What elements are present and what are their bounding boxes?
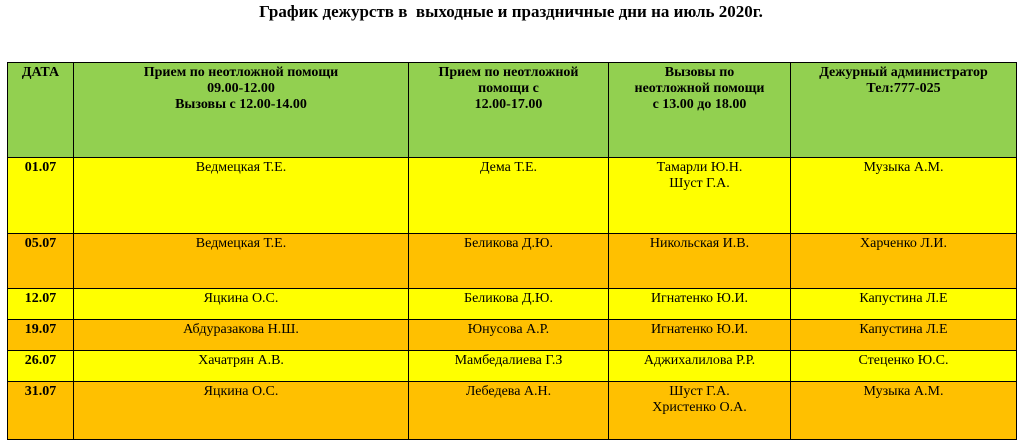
urgent-calls-cell — [609, 158, 791, 234]
staff-name: Игнатенко Ю.И. — [650, 322, 749, 337]
table-row — [8, 158, 1017, 234]
urgent-reception-day-cell — [409, 382, 609, 440]
urgent-reception-morning-cell — [74, 382, 409, 440]
table-row — [8, 289, 1017, 320]
urgent-calls-cell — [609, 382, 791, 440]
header-urgent-reception-day — [409, 63, 609, 158]
urgent-reception-morning-cell — [74, 289, 409, 320]
staff-name: Яцкина О.С. — [203, 384, 279, 399]
duty-admin-cell — [791, 320, 1017, 351]
staff-name: Тамарли Ю.Н. — [656, 160, 743, 175]
urgent-reception-day-cell — [409, 289, 609, 320]
staff-name: Харченко Л.И. — [860, 236, 947, 251]
header-line: неотложной помощи — [634, 81, 765, 96]
urgent-calls-cell — [609, 351, 791, 382]
header-line: 12.00-17.00 — [474, 97, 543, 112]
date-cell: 26.07 — [8, 351, 74, 382]
header-line: 09.00-12.00 — [207, 81, 275, 96]
date-cell: 12.07 — [8, 289, 74, 320]
urgent-reception-day-cell — [409, 234, 609, 289]
staff-name: Мамбедалиева Г.З — [454, 353, 563, 368]
staff-name: Капустина Л.Е — [859, 291, 948, 306]
duty-admin-cell — [791, 158, 1017, 234]
table-row — [8, 351, 1017, 382]
urgent-reception-morning-cell — [74, 234, 409, 289]
staff-name: Лебедева А.Н. — [465, 384, 552, 399]
header-line: Прием по неотложной — [438, 65, 579, 80]
staff-name: Музыка А.М. — [863, 384, 944, 399]
urgent-reception-morning-cell — [74, 158, 409, 234]
header-line: ДАТА — [21, 65, 60, 80]
staff-name: Дема Т.Е. — [479, 160, 538, 175]
staff-name: Хачатрян А.В. — [198, 353, 284, 368]
staff-name: Шуст Г.А. — [669, 384, 730, 399]
staff-name: Музыка А.М. — [863, 160, 944, 175]
table-row — [8, 382, 1017, 440]
table-body — [8, 158, 1017, 440]
table-header-row — [8, 63, 1017, 158]
staff-name: Яцкина О.С. — [203, 291, 279, 306]
staff-name: Беликова Д.Ю. — [464, 291, 553, 306]
header-line: Вызовы с 12.00-14.00 — [175, 97, 307, 112]
duty-admin-cell — [791, 382, 1017, 440]
urgent-calls-cell — [609, 320, 791, 351]
page-title: График дежурств в выходные и праздничные дни на июль 2020г. — [259, 2, 763, 21]
header-urgent-reception-morning — [74, 63, 409, 158]
staff-name: Христенко О.А. — [652, 400, 747, 415]
staff-name: Беликова Д.Ю. — [464, 236, 553, 251]
urgent-calls-cell — [609, 234, 791, 289]
staff-name: Игнатенко Ю.И. — [650, 291, 749, 306]
header-line: с 13.00 до 18.00 — [652, 97, 747, 112]
header-line: Прием по неотложной помощи — [143, 65, 339, 80]
staff-name: Ведмецкая Т.Е. — [195, 160, 287, 175]
urgent-reception-day-cell — [409, 320, 609, 351]
table-row — [8, 320, 1017, 351]
duty-schedule-table — [7, 62, 1017, 440]
header-line: Тел:777-025 — [866, 81, 941, 96]
urgent-reception-morning-cell — [74, 320, 409, 351]
staff-name: Юнусова А.Р. — [467, 322, 550, 337]
table-row — [8, 234, 1017, 289]
date-cell: 05.07 — [8, 234, 74, 289]
staff-name: Шуст Г.А. — [669, 176, 730, 191]
duty-admin-cell — [791, 351, 1017, 382]
header-line: Вызовы по — [664, 65, 735, 80]
urgent-reception-day-cell — [409, 351, 609, 382]
date-cell: 01.07 — [8, 158, 74, 234]
urgent-reception-morning-cell — [74, 351, 409, 382]
staff-name: Никольская И.В. — [649, 236, 750, 251]
staff-name: Абдуразакова Н.Ш. — [183, 322, 299, 337]
staff-name: Стеценко Ю.С. — [858, 353, 949, 368]
duty-admin-cell — [791, 289, 1017, 320]
header-line: Дежурный администратор — [819, 65, 988, 80]
header-date — [8, 63, 74, 158]
date-cell: 31.07 — [8, 382, 74, 440]
header-urgent-calls — [609, 63, 791, 158]
staff-name: Аджихалилова Р.Р. — [643, 353, 756, 368]
date-cell: 19.07 — [8, 320, 74, 351]
header-line: помощи с — [478, 81, 539, 96]
urgent-reception-day-cell — [409, 158, 609, 234]
staff-name: Ведмецкая Т.Е. — [195, 236, 287, 251]
duty-admin-cell — [791, 234, 1017, 289]
staff-name: Капустина Л.Е — [859, 322, 948, 337]
urgent-calls-cell — [609, 289, 791, 320]
header-duty-admin — [791, 63, 1017, 158]
